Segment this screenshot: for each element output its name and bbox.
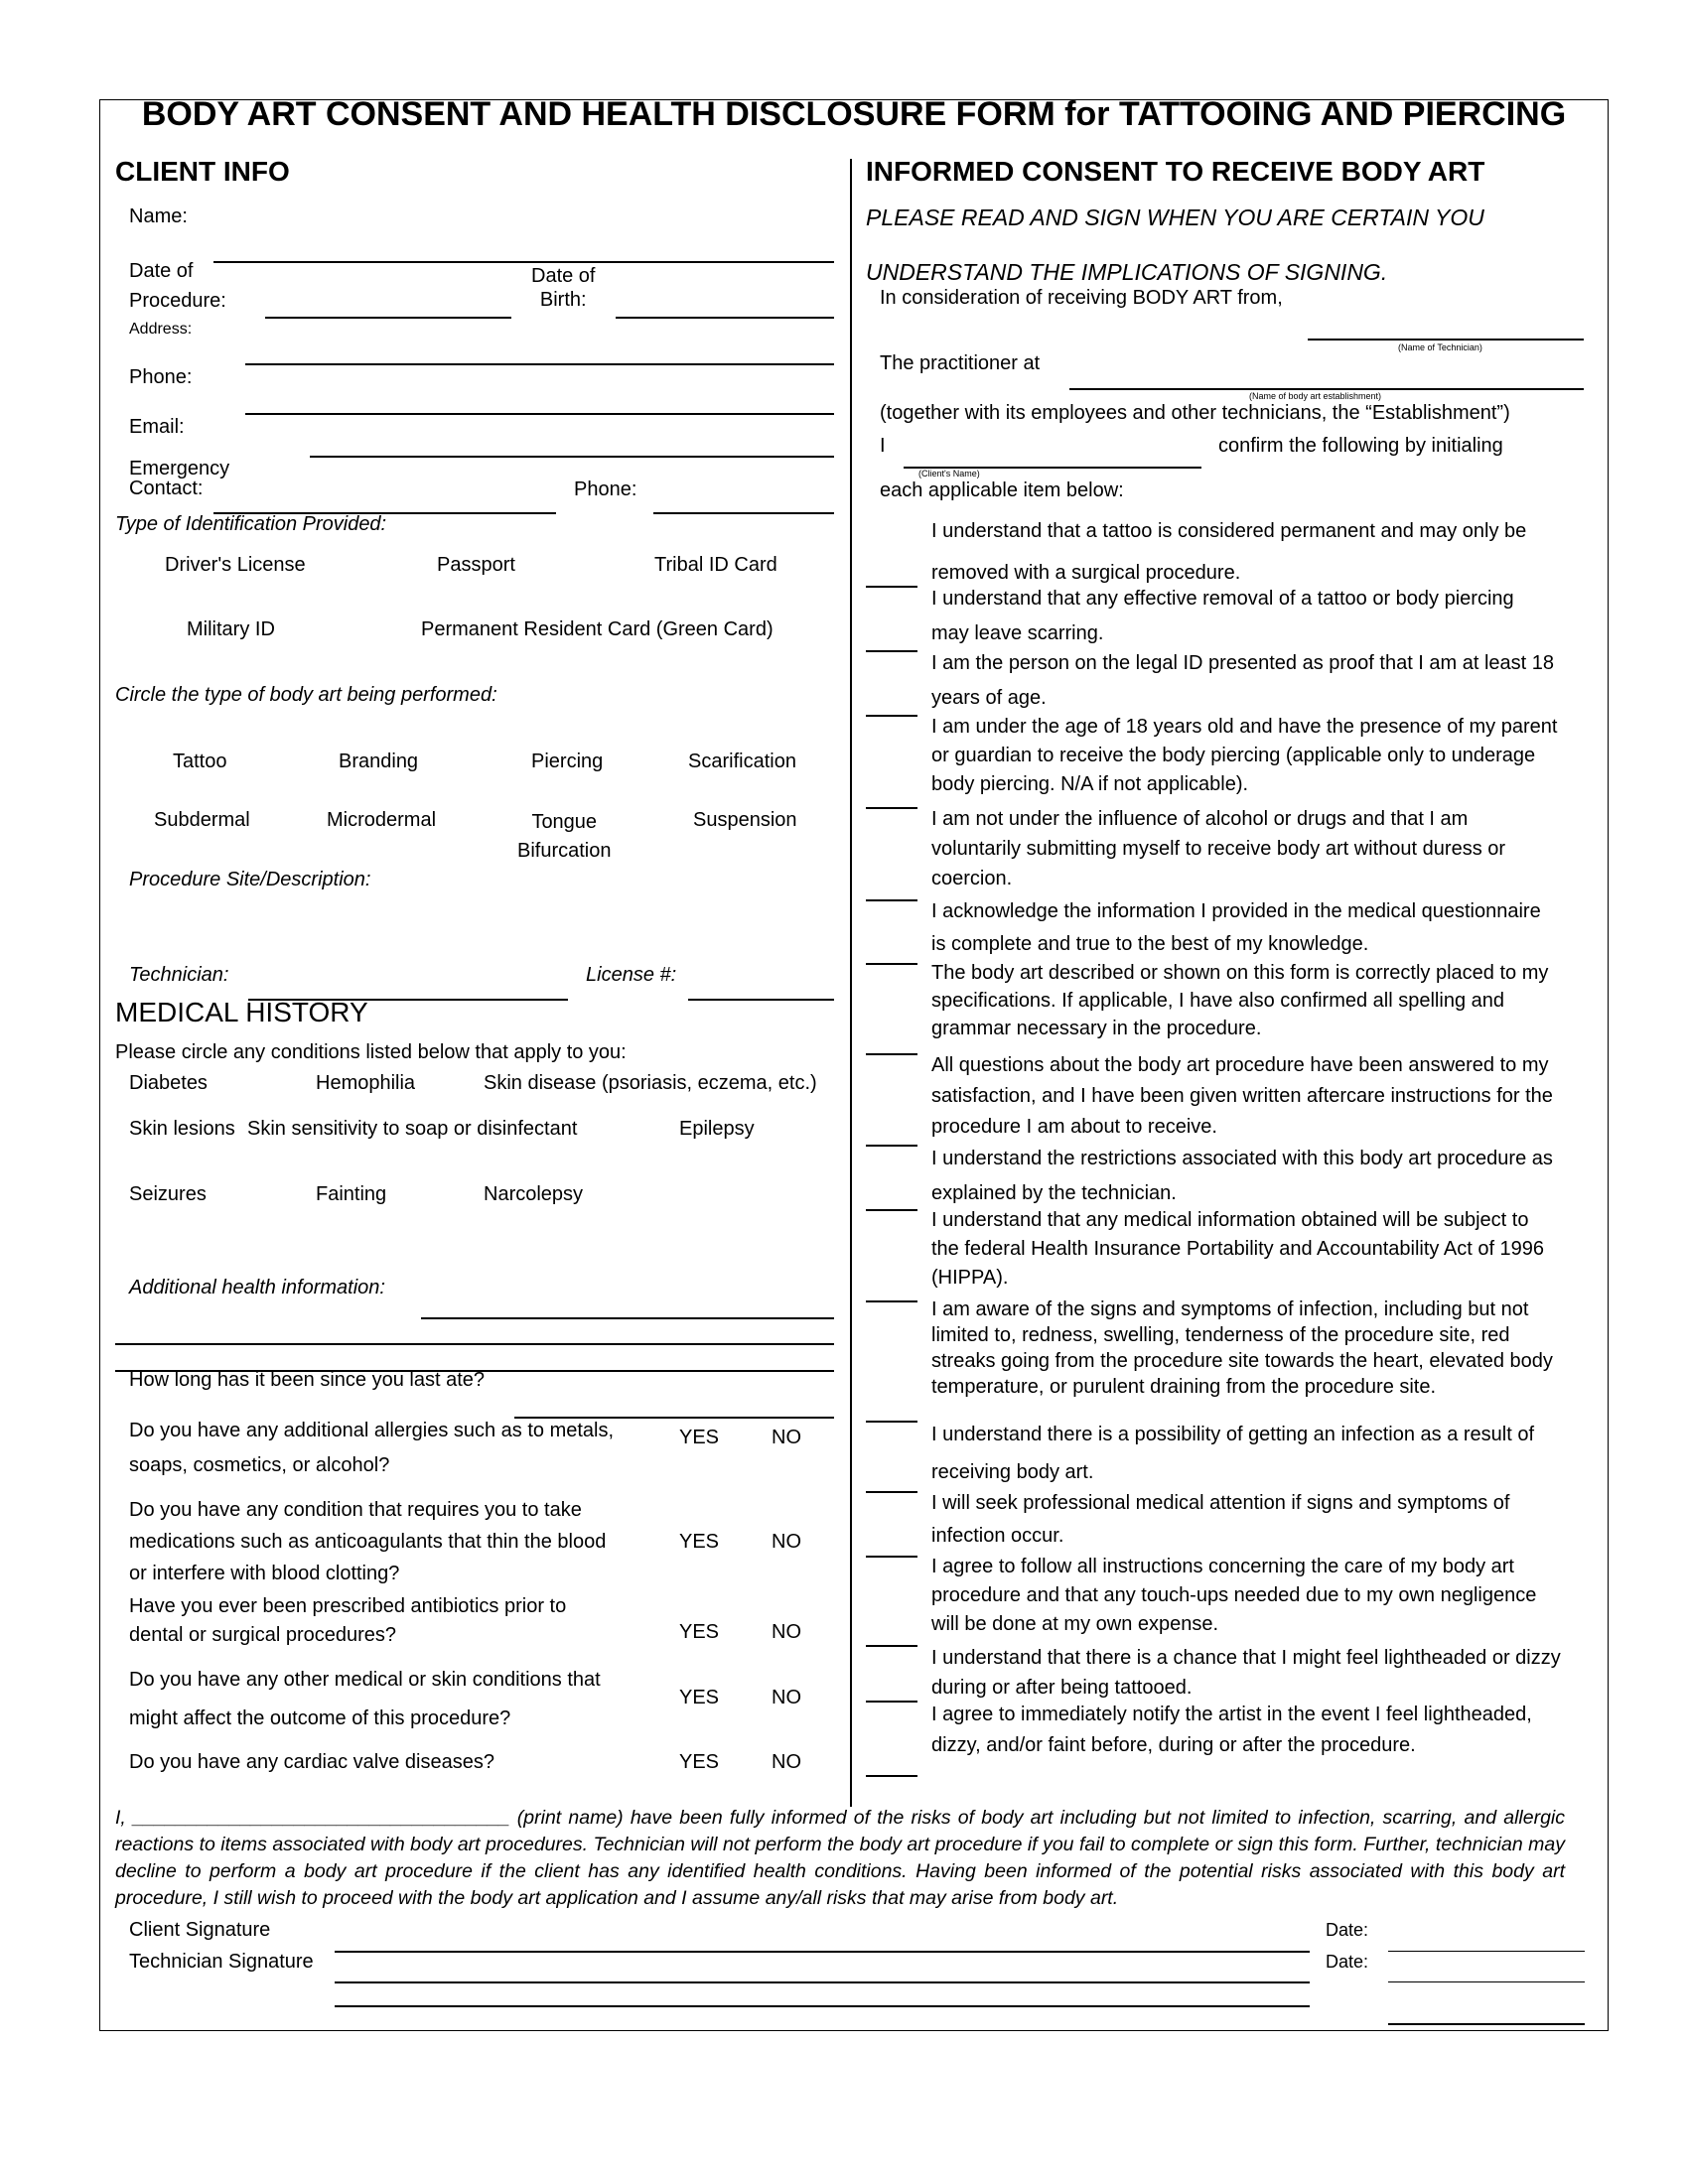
client-info-heading: CLIENT INFO xyxy=(115,156,290,187)
each-item-text: each applicable item below: xyxy=(880,479,1124,501)
column-divider xyxy=(850,159,852,1807)
initial-blank-1[interactable] xyxy=(866,586,917,588)
antibiotics-yes[interactable]: YES xyxy=(679,1621,720,1643)
consent-item-10: I understand that any medical information obtained will be subject to the federal Health Insurance Portability and Accountability Act of 1996 (HIPPA). xyxy=(931,1209,1545,1289)
initial-blank-8[interactable] xyxy=(866,1145,917,1147)
body-art-option-microdermal[interactable]: Microdermal xyxy=(327,809,437,831)
license-field[interactable] xyxy=(688,999,834,1001)
emergency-phone-label: Phone: xyxy=(574,478,637,500)
consent-heading: INFORMED CONSENT TO RECEIVE BODY ART xyxy=(866,156,1485,187)
form-title: BODY ART CONSENT AND HEALTH DISCLOSURE FORM for TATTOOING AND PIERCING xyxy=(141,95,1567,133)
confirm-text: confirm the following by initialing xyxy=(1218,435,1503,457)
condition-hemophilia[interactable]: Hemophilia xyxy=(316,1072,416,1094)
email-field[interactable] xyxy=(310,456,834,458)
initial-blank-14[interactable] xyxy=(866,1645,917,1647)
technician-name-field[interactable] xyxy=(1308,339,1584,341)
id-option-drivers-license[interactable]: Driver's License xyxy=(165,554,306,576)
initial-blank-2[interactable] xyxy=(866,650,917,652)
body-art-option-piercing[interactable]: Piercing xyxy=(531,751,604,772)
body-art-option-branding[interactable]: Branding xyxy=(339,751,419,772)
consent-item-1: I understand that a tattoo is considered permanent and may only be removed with a surgical procedure. xyxy=(931,520,1527,584)
body-art-option-tongue-bifurcation[interactable]: Tongue Bifurcation xyxy=(517,811,612,862)
date-extra-line[interactable] xyxy=(1388,2023,1585,2025)
consent-item-11: I am aware of the signs and symptoms of infection, including but not limited to, redness, swelling, tenderness of the procedure site, red streaks going from the procedure site towards the heart, elevated body temperature, or purulent draining from the procedure site. xyxy=(931,1298,1553,1398)
client-date-label: Date: xyxy=(1326,1920,1369,1940)
allergies-no[interactable]: NO xyxy=(772,1427,801,1448)
procedure-site-label: Procedure Site/Description: xyxy=(129,869,371,890)
client-signature-field[interactable] xyxy=(335,1951,1310,1953)
body-art-type-heading: Circle the type of body art being performed: xyxy=(115,684,497,706)
body-art-option-tattoo[interactable]: Tattoo xyxy=(173,751,227,772)
body-art-option-suspension[interactable]: Suspension xyxy=(693,809,797,831)
other-conditions-yes[interactable]: YES xyxy=(679,1687,720,1708)
id-option-tribal-id[interactable]: Tribal ID Card xyxy=(654,554,777,576)
consent-item-8: All questions about the body art procedure have been answered to my satisfaction, and I have been given written aftercare instructions for the procedure I am about to receive. xyxy=(931,1054,1553,1138)
consent-item-3: I am the person on the legal ID presented as proof that I am at least 18 years of age. xyxy=(931,652,1555,709)
consent-item-15: I understand that there is a chance that I might feel lightheaded or dizzy during or after being tattooed. xyxy=(931,1647,1561,1699)
other-conditions-no[interactable]: NO xyxy=(772,1687,801,1708)
establishment-name-caption: (Name of body art establishment) xyxy=(1249,391,1382,401)
medical-instruction: Please circle any conditions listed below that apply to you: xyxy=(115,1041,627,1063)
client-date-field[interactable] xyxy=(1388,1951,1585,1952)
question-allergies: Do you have any additional allergies such as to metals, soaps, cosmetics, or alcohol? xyxy=(129,1420,615,1476)
additional-health-field-2[interactable] xyxy=(115,1343,834,1345)
medical-history-heading: MEDICAL HISTORY xyxy=(115,997,368,1027)
client-name-caption: (Client's Name) xyxy=(918,469,980,478)
i-label: I xyxy=(880,435,886,457)
consent-item-7: The body art described or shown on this form is correctly placed to my specifications. If applicable, I have also confirmed all spelling and grammar necessary in the procedure. xyxy=(931,962,1549,1039)
consent-item-6: I acknowledge the information I provided in the medical questionnaire is complete and true to the best of my knowledge. xyxy=(931,900,1541,955)
initial-blank-6[interactable] xyxy=(866,963,917,965)
technician-date-field[interactable] xyxy=(1388,1981,1585,1982)
initial-blank-11[interactable] xyxy=(866,1421,917,1423)
client-signature-label: Client Signature xyxy=(129,1919,271,1941)
consent-item-4: I am under the age of 18 years old and have the presence of my parent or guardian to receive the body piercing (applicable only to underage body piercing. N/A if not applicable). xyxy=(931,716,1558,795)
phone-label: Phone: xyxy=(129,366,193,388)
question-antibiotics: Have you ever been prescribed antibiotics prior to dental or surgical procedures? xyxy=(129,1595,567,1646)
date-of-birth-field[interactable] xyxy=(616,317,834,319)
cardiac-yes[interactable]: YES xyxy=(679,1751,720,1773)
practitioner-at-text: The practitioner at xyxy=(880,352,1041,374)
consideration-text: In consideration of receiving BODY ART from, xyxy=(880,287,1283,309)
condition-epilepsy[interactable]: Epilepsy xyxy=(679,1118,755,1140)
condition-skin-sensitivity[interactable]: Skin sensitivity to soap or disinfectant xyxy=(247,1118,578,1140)
consent-item-9: I understand the restrictions associated with this body art procedure as explained by the technician. xyxy=(931,1148,1553,1204)
id-type-heading: Type of Identification Provided: xyxy=(115,513,387,535)
consent-item-13: I will seek professional medical attention if signs and symptoms of infection occur. xyxy=(931,1492,1510,1547)
phone-field[interactable] xyxy=(245,413,834,415)
address-label: Address: xyxy=(129,321,193,338)
name-label: Name: xyxy=(129,205,188,227)
acknowledgement-statement: I, ___________________________________ (print name) have been fully informed of the risks of body art including but not limited to infection, scarring, and allergic reactions to items associated with body art procedures. Technician will not perform the body art procedure if you fail to complete or sign this form. Further, technician may decline to perform a body art procedure if the client has any identified health conditions. Having been informed of the potential risks associated with this body art procedure, I still wish to proceed with the body art application and I assume any/all risks that may arise from body art. xyxy=(115,1807,1565,1909)
id-option-passport[interactable]: Passport xyxy=(437,554,515,576)
condition-skin-disease[interactable]: Skin disease (psoriasis, eczema, etc.) xyxy=(484,1072,817,1094)
license-label: License #: xyxy=(586,964,677,986)
additional-health-label: Additional health information: xyxy=(129,1277,385,1298)
anticoagulants-no[interactable]: NO xyxy=(772,1531,801,1553)
consent-item-12: I understand there is a possibility of getting an infection as a result of receiving body art. xyxy=(931,1424,1535,1483)
establishment-name-field[interactable] xyxy=(1069,388,1584,390)
condition-fainting[interactable]: Fainting xyxy=(316,1183,387,1205)
body-art-option-subdermal[interactable]: Subdermal xyxy=(154,809,250,831)
id-option-green-card[interactable]: Permanent Resident Card (Green Card) xyxy=(421,618,774,640)
initial-blank-7[interactable] xyxy=(866,1053,917,1055)
initial-blank-3[interactable] xyxy=(866,715,917,717)
emergency-contact-label: Emergency Contact: xyxy=(129,458,230,499)
date-of-procedure-field[interactable] xyxy=(265,317,511,319)
allergies-yes[interactable]: YES xyxy=(679,1427,720,1448)
condition-seizures[interactable]: Seizures xyxy=(129,1183,207,1205)
cardiac-no[interactable]: NO xyxy=(772,1751,801,1773)
initial-blank-15[interactable] xyxy=(866,1701,917,1703)
condition-diabetes[interactable]: Diabetes xyxy=(129,1072,208,1094)
condition-skin-lesions[interactable]: Skin lesions xyxy=(129,1118,235,1140)
initial-blank-4[interactable] xyxy=(866,807,917,809)
consent-item-2: I understand that any effective removal of a tattoo or body piercing may leave scarring. xyxy=(931,588,1514,644)
additional-health-field-1[interactable] xyxy=(421,1317,834,1319)
address-field[interactable] xyxy=(245,363,834,365)
initial-blank-12[interactable] xyxy=(866,1491,917,1493)
together-text: (together with its employees and other technicians, the “Establishment”) xyxy=(880,402,1510,424)
technician-name-caption: (Name of Technician) xyxy=(1398,342,1482,352)
initial-blank-5[interactable] xyxy=(866,899,917,901)
condition-narcolepsy[interactable]: Narcolepsy xyxy=(484,1183,584,1205)
consent-subheading: PLEASE READ AND SIGN WHEN YOU ARE CERTAIN YOU UNDERSTAND THE IMPLICATIONS OF SIGNING. xyxy=(866,205,1484,286)
signature-extra-line[interactable] xyxy=(335,2005,1310,2007)
technician-signature-label: Technician Signature xyxy=(129,1951,314,1973)
date-of-birth-label: Date of Birth: xyxy=(531,265,596,311)
question-other-conditions: Do you have any other medical or skin conditions that might affect the outcome of this procedure? xyxy=(129,1669,601,1729)
anticoagulants-yes[interactable]: YES xyxy=(679,1531,720,1553)
id-option-military-id[interactable]: Military ID xyxy=(187,618,275,640)
email-label: Email: xyxy=(129,416,185,438)
name-field[interactable] xyxy=(213,261,834,263)
initial-blank-10[interactable] xyxy=(866,1300,917,1302)
last-ate-question: How long has it been since you last ate? xyxy=(129,1369,485,1391)
consent-item-5: I am not under the influence of alcohol or drugs and that I am voluntarily submitting myself to receive body art without duress or coercion. xyxy=(931,808,1506,889)
date-of-procedure-label: Date of Procedure: xyxy=(129,260,226,312)
question-cardiac: Do you have any cardiac valve diseases? xyxy=(129,1751,494,1773)
body-art-option-scarification[interactable]: Scarification xyxy=(688,751,796,772)
antibiotics-no[interactable]: NO xyxy=(772,1621,801,1643)
initial-blank-13[interactable] xyxy=(866,1556,917,1558)
technician-signature-field[interactable] xyxy=(335,1981,1310,1983)
initial-blank-9[interactable] xyxy=(866,1209,917,1211)
emergency-phone-field[interactable] xyxy=(653,512,834,514)
technician-date-label: Date: xyxy=(1326,1952,1369,1972)
question-anticoagulants: Do you have any condition that requires you to take medications such as anticoagulants that thin the blood or interfere with blood clotting? xyxy=(129,1499,607,1584)
initial-blank-16[interactable] xyxy=(866,1775,917,1777)
technician-label: Technician: xyxy=(129,964,229,986)
consent-item-14: I agree to follow all instructions concerning the care of my body art procedure and that any touch-ups needed due to my own negligence will be done at my own expense. xyxy=(931,1556,1537,1635)
consent-item-16: I agree to immediately notify the artist in the event I feel lightheaded, dizzy, and/or faint before, during or after the procedure. xyxy=(931,1704,1532,1756)
